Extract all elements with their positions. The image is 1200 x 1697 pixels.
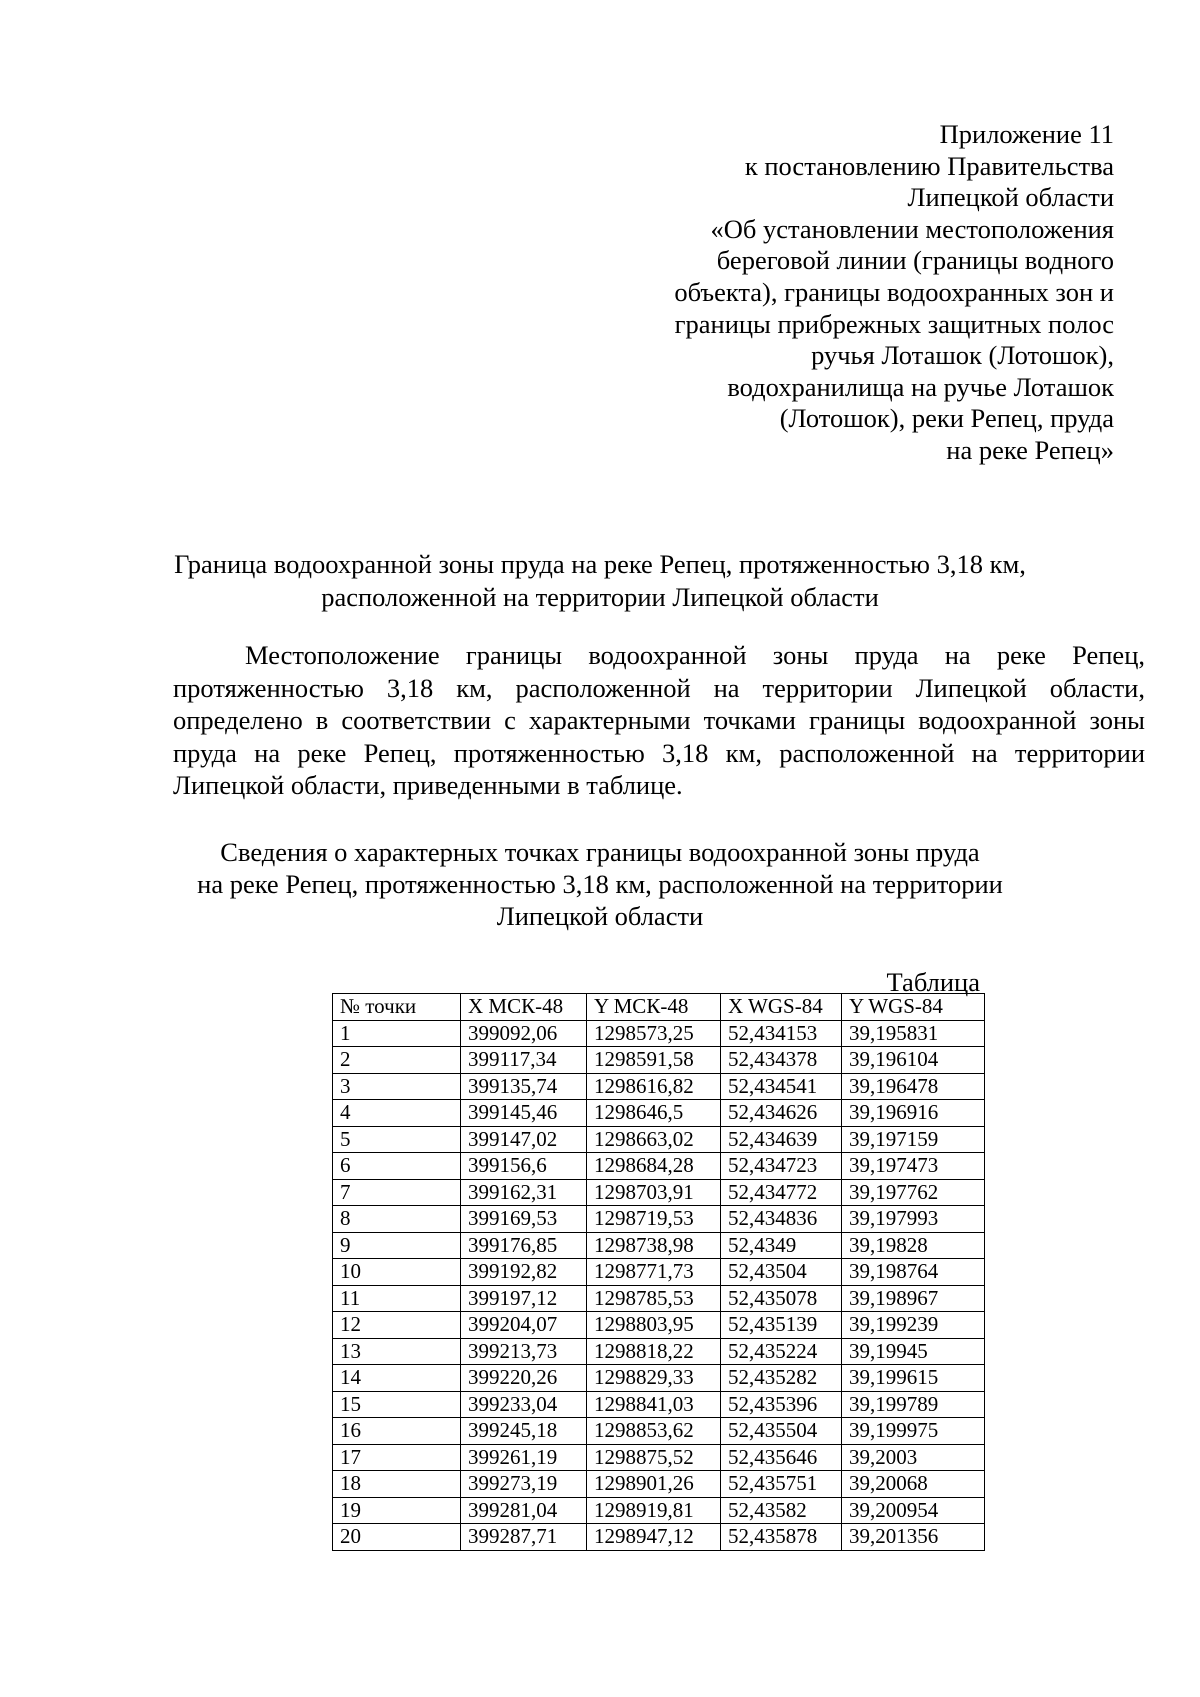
cell-point-number: 12: [333, 1312, 461, 1339]
cell-y-wgs84: 39,198764: [842, 1259, 985, 1286]
cell-y-wgs84: 39,199615: [842, 1365, 985, 1392]
table-row: [333, 1259, 985, 1286]
cell-point-number: 19: [333, 1497, 461, 1524]
cell-y-msk48: 1298684,28: [587, 1153, 721, 1180]
cell-x-wgs84: 52,435646: [721, 1444, 842, 1471]
table-row: [333, 1073, 985, 1100]
appendix-line: береговой линии (границы водного: [716, 245, 1114, 276]
appendix-line: ручья Лоташок (Лотошок),: [811, 340, 1114, 371]
cell-point-number: 7: [333, 1179, 461, 1206]
cell-x-wgs84: 52,43582: [721, 1497, 842, 1524]
table-row: [333, 1497, 985, 1524]
cell-x-msk48: 399261,19: [461, 1444, 587, 1471]
cell-x-wgs84: 52,435396: [721, 1391, 842, 1418]
cell-x-msk48: 399147,02: [461, 1126, 587, 1153]
cell-y-wgs84: 39,20068: [842, 1471, 985, 1498]
appendix-line: на реке Репец»: [946, 434, 1114, 465]
header-x-wgs84: X WGS-84: [721, 994, 842, 1021]
cell-y-msk48: 1298785,53: [587, 1285, 721, 1312]
document-title: [150, 548, 1050, 614]
cell-x-wgs84: 52,434723: [721, 1153, 842, 1180]
cell-point-number: 3: [333, 1073, 461, 1100]
cell-point-number: 2: [333, 1047, 461, 1074]
cell-x-msk48: 399233,04: [461, 1391, 587, 1418]
cell-point-number: 9: [333, 1232, 461, 1259]
cell-x-msk48: 399135,74: [461, 1073, 587, 1100]
cell-y-msk48: 1298803,95: [587, 1312, 721, 1339]
cell-point-number: 18: [333, 1471, 461, 1498]
cell-x-msk48: 399281,04: [461, 1497, 587, 1524]
table-row: [333, 1312, 985, 1339]
table-caption: [150, 836, 1050, 932]
body-paragraph: [173, 639, 1145, 802]
cell-x-msk48: 399197,12: [461, 1285, 587, 1312]
caption-line: Липецкой области: [496, 901, 704, 931]
cell-y-msk48: 1298919,81: [587, 1497, 721, 1524]
cell-point-number: 1: [333, 1020, 461, 1047]
appendix-line: к постановлению Правительства: [744, 150, 1114, 181]
cell-y-wgs84: 39,195831: [842, 1020, 985, 1047]
cell-x-wgs84: 52,435282: [721, 1365, 842, 1392]
table-row: [333, 1206, 985, 1233]
cell-y-wgs84: 39,196478: [842, 1073, 985, 1100]
cell-y-msk48: 1298663,02: [587, 1126, 721, 1153]
cell-x-wgs84: 52,435751: [721, 1471, 842, 1498]
cell-x-wgs84: 52,435504: [721, 1418, 842, 1445]
table-row: [333, 1020, 985, 1047]
cell-y-msk48: 1298818,22: [587, 1338, 721, 1365]
cell-point-number: 16: [333, 1418, 461, 1445]
cell-y-wgs84: 39,199239: [842, 1312, 985, 1339]
cell-x-msk48: 399204,07: [461, 1312, 587, 1339]
table-row: [333, 1418, 985, 1445]
table-row: [333, 1047, 985, 1074]
appendix-line: водохранилища на ручье Лоташок: [727, 371, 1114, 402]
appendix-line: «Об установлении местоположения: [710, 213, 1114, 244]
cell-y-msk48: 1298616,82: [587, 1073, 721, 1100]
cell-y-msk48: 1298771,73: [587, 1259, 721, 1286]
appendix-line: Приложение 11: [939, 119, 1114, 149]
cell-y-wgs84: 39,19828: [842, 1232, 985, 1259]
cell-y-wgs84: 39,201356: [842, 1524, 985, 1551]
cell-y-msk48: 1298947,12: [587, 1524, 721, 1551]
table-header-row: [333, 994, 985, 1021]
cell-x-msk48: 399273,19: [461, 1471, 587, 1498]
cell-y-wgs84: 39,197159: [842, 1126, 985, 1153]
cell-point-number: 20: [333, 1524, 461, 1551]
table-row: [333, 1338, 985, 1365]
table-row: [333, 1179, 985, 1206]
cell-x-msk48: 399245,18: [461, 1418, 587, 1445]
cell-x-wgs84: 52,434378: [721, 1047, 842, 1074]
table-row: [333, 1153, 985, 1180]
cell-x-wgs84: 52,43504: [721, 1259, 842, 1286]
cell-y-wgs84: 39,200954: [842, 1497, 985, 1524]
cell-point-number: 17: [333, 1444, 461, 1471]
cell-point-number: 10: [333, 1259, 461, 1286]
cell-x-msk48: 399145,46: [461, 1100, 587, 1127]
table-row: [333, 1391, 985, 1418]
cell-y-msk48: 1298738,98: [587, 1232, 721, 1259]
table-row: [333, 1126, 985, 1153]
cell-y-msk48: 1298646,5: [587, 1100, 721, 1127]
cell-y-wgs84: 39,19945: [842, 1338, 985, 1365]
title-line: расположенной на территории Липецкой области: [321, 582, 879, 612]
cell-y-msk48: 1298841,03: [587, 1391, 721, 1418]
cell-y-wgs84: 39,198967: [842, 1285, 985, 1312]
cell-x-msk48: 399156,6: [461, 1153, 587, 1180]
caption-line: Сведения о характерных точках границы водоохранной зоны пруда: [220, 837, 980, 867]
cell-point-number: 15: [333, 1391, 461, 1418]
appendix-line: (Лотошок), реки Репец, пруда: [779, 403, 1114, 434]
cell-x-wgs84: 52,435139: [721, 1312, 842, 1339]
cell-y-wgs84: 39,197762: [842, 1179, 985, 1206]
table-body: [333, 1020, 985, 1550]
cell-x-wgs84: 52,435878: [721, 1524, 842, 1551]
cell-y-msk48: 1298591,58: [587, 1047, 721, 1074]
cell-point-number: 8: [333, 1206, 461, 1233]
cell-x-msk48: 399162,31: [461, 1179, 587, 1206]
appendix-header: [554, 119, 1114, 467]
cell-x-wgs84: 52,434772: [721, 1179, 842, 1206]
cell-y-msk48: 1298703,91: [587, 1179, 721, 1206]
cell-y-msk48: 1298719,53: [587, 1206, 721, 1233]
cell-x-msk48: 399192,82: [461, 1259, 587, 1286]
cell-point-number: 4: [333, 1100, 461, 1127]
cell-x-msk48: 399287,71: [461, 1524, 587, 1551]
paragraph-text: Местоположение границы водоохранной зоны пруда на реке Репец, протяженностью 3,18 км, расположенной на территории Липецкой области, определено в соответствии с характерными точками границы водоохранной зоны пруда на реке Репец, протяженностью 3,18 км, расположенной на территории Липецкой области, приведенными в таблице.: [173, 640, 1145, 800]
header-point-number: № точки: [333, 994, 461, 1021]
appendix-line: объекта), границы водоохранных зон и: [674, 276, 1114, 307]
cell-y-msk48: 1298875,52: [587, 1444, 721, 1471]
cell-point-number: 6: [333, 1153, 461, 1180]
cell-x-msk48: 399169,53: [461, 1206, 587, 1233]
cell-y-wgs84: 39,196916: [842, 1100, 985, 1127]
cell-point-number: 13: [333, 1338, 461, 1365]
table-row: [333, 1100, 985, 1127]
cell-y-msk48: 1298829,33: [587, 1365, 721, 1392]
cell-x-wgs84: 52,435224: [721, 1338, 842, 1365]
cell-y-msk48: 1298573,25: [587, 1020, 721, 1047]
appendix-line: границы прибрежных защитных полос: [674, 308, 1114, 339]
cell-point-number: 5: [333, 1126, 461, 1153]
cell-point-number: 14: [333, 1365, 461, 1392]
caption-line: на реке Репец, протяженностью 3,18 км, расположенной на территории: [197, 869, 1003, 899]
cell-x-msk48: 399092,06: [461, 1020, 587, 1047]
title-line: Граница водоохранной зоны пруда на реке Репец, протяженностью 3,18 км,: [174, 549, 1026, 579]
points-table: [332, 993, 985, 1551]
table-row: [333, 1285, 985, 1312]
cell-y-msk48: 1298901,26: [587, 1471, 721, 1498]
cell-y-wgs84: 39,199789: [842, 1391, 985, 1418]
cell-x-wgs84: 52,434836: [721, 1206, 842, 1233]
table-row: [333, 1524, 985, 1551]
cell-x-msk48: 399176,85: [461, 1232, 587, 1259]
cell-y-wgs84: 39,196104: [842, 1047, 985, 1074]
cell-x-wgs84: 52,434541: [721, 1073, 842, 1100]
header-y-msk48: Y МСК-48: [587, 994, 721, 1021]
cell-x-msk48: 399117,34: [461, 1047, 587, 1074]
cell-x-wgs84: 52,434639: [721, 1126, 842, 1153]
table-row: [333, 1232, 985, 1259]
header-y-wgs84: Y WGS-84: [842, 994, 985, 1021]
cell-x-msk48: 399220,26: [461, 1365, 587, 1392]
cell-x-wgs84: 52,435078: [721, 1285, 842, 1312]
table-label: Таблица: [886, 967, 980, 997]
cell-y-wgs84: 39,2003: [842, 1444, 985, 1471]
cell-point-number: 11: [333, 1285, 461, 1312]
header-x-msk48: X МСК-48: [461, 994, 587, 1021]
cell-y-msk48: 1298853,62: [587, 1418, 721, 1445]
cell-x-wgs84: 52,434626: [721, 1100, 842, 1127]
table-row: [333, 1471, 985, 1498]
cell-y-wgs84: 39,197473: [842, 1153, 985, 1180]
cell-x-wgs84: 52,4349: [721, 1232, 842, 1259]
appendix-line: Липецкой области: [907, 182, 1114, 213]
cell-y-wgs84: 39,197993: [842, 1206, 985, 1233]
cell-y-wgs84: 39,199975: [842, 1418, 985, 1445]
cell-x-wgs84: 52,434153: [721, 1020, 842, 1047]
cell-x-msk48: 399213,73: [461, 1338, 587, 1365]
table-row: [333, 1365, 985, 1392]
table-row: [333, 1444, 985, 1471]
